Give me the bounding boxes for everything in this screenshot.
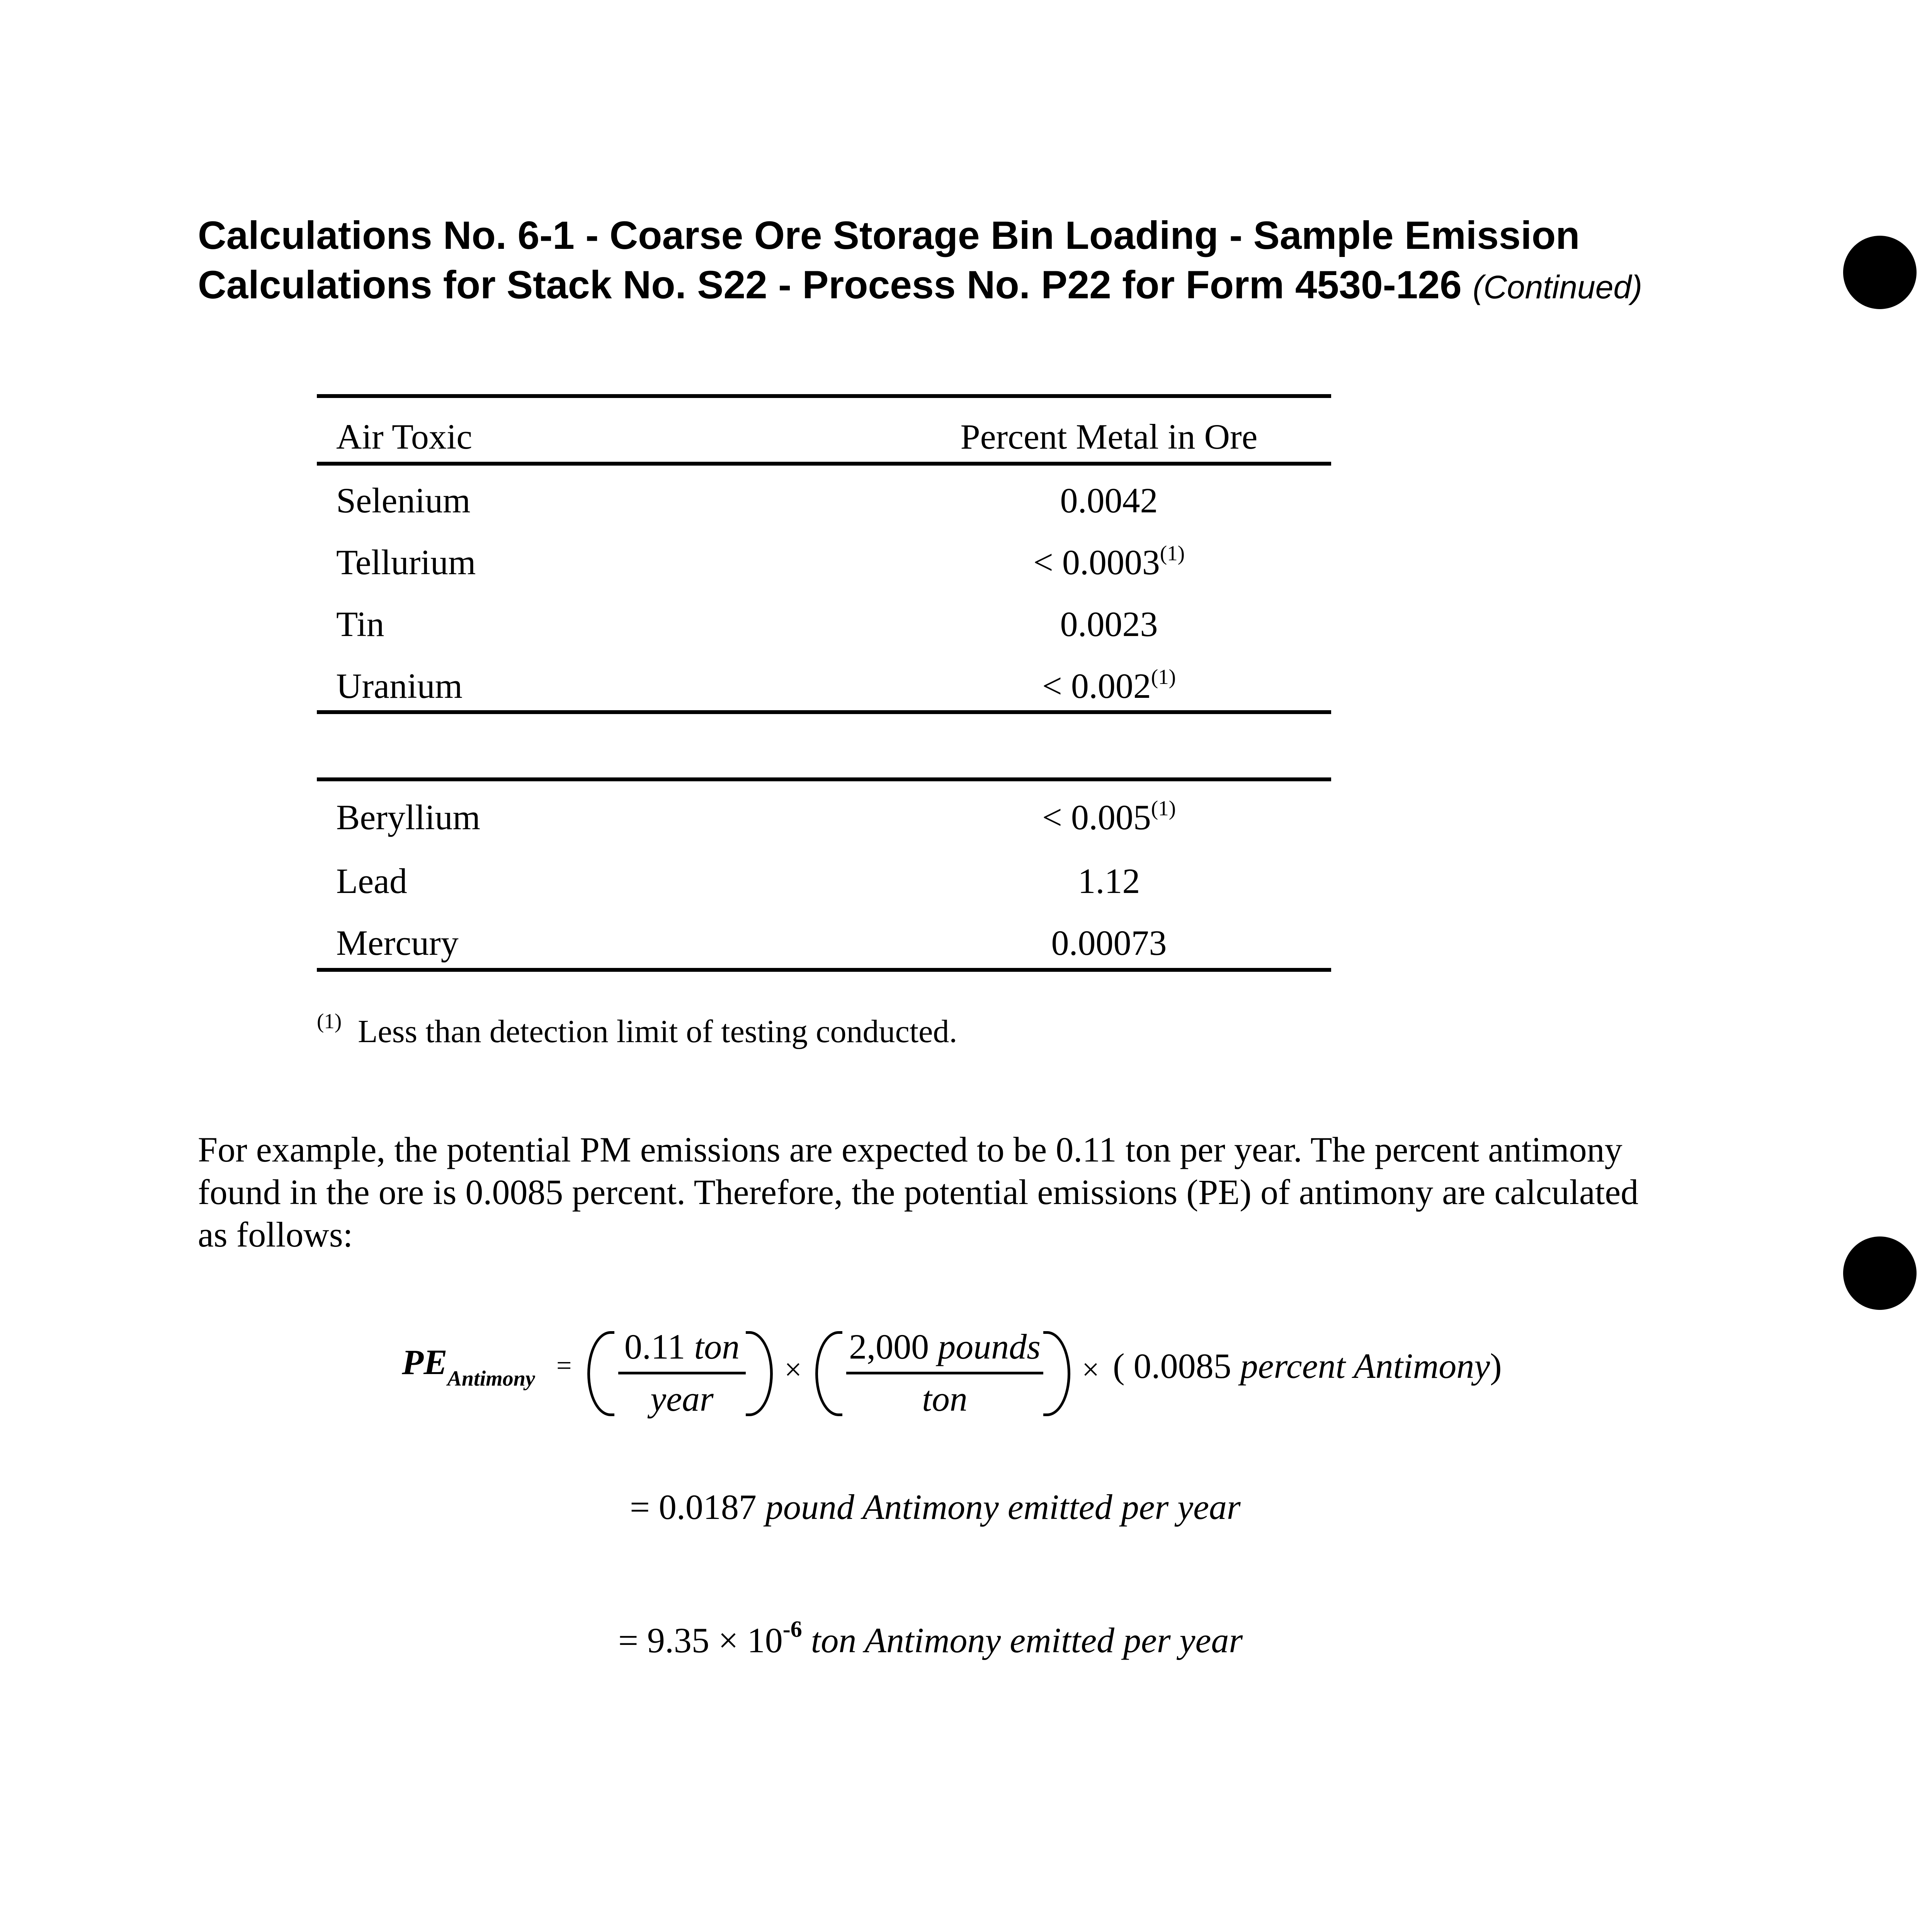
page-heading	[198, 211, 1642, 312]
table-row-value: 0.00073	[1051, 923, 1167, 963]
table-header-percent-metal: Percent Metal in Ore	[960, 417, 1258, 456]
table-bottom-rule	[317, 968, 1331, 972]
table-header-rule	[317, 462, 1331, 466]
equation-result-2: = $9.35 \times 10^{-6}$ ton Antimony emitted per year	[618, 1616, 1243, 1660]
times-sign-1: ×	[784, 1353, 802, 1387]
table-row-value: 0.0042	[1060, 481, 1158, 520]
equation-equals: =	[556, 1351, 572, 1381]
heading-line-1: Calculations No. 6-1 - Coarse Ore Storage Bin Loading - Sample Emission	[198, 213, 1580, 257]
fraction-2-denominator: ton	[922, 1379, 968, 1418]
fraction-2-bar	[846, 1372, 1043, 1374]
table-row-toxic: Selenium	[336, 481, 471, 520]
table-row-toxic: Beryllium	[336, 798, 481, 837]
footnote-mark: (1)	[317, 1009, 342, 1033]
equation-term-3: ( 0.0085 percent Antimony)	[1113, 1346, 1502, 1386]
left-paren-icon	[815, 1331, 842, 1416]
table-footnote	[317, 1010, 957, 1053]
fraction-2-numerator: 2,000 pounds	[849, 1327, 1041, 1366]
table-header-air-toxic: Air Toxic	[336, 417, 473, 456]
right-paren-icon	[1043, 1331, 1070, 1416]
right-paren-icon	[746, 1331, 773, 1416]
table-row-toxic: Mercury	[336, 923, 459, 963]
equation-result-1: = 0.0187 pound Antimony emitted per year	[630, 1487, 1241, 1527]
fraction-1-denominator: year	[650, 1379, 714, 1418]
equation-lhs-subscript: Antimony	[447, 1367, 535, 1391]
table-row-toxic: Lead	[336, 861, 407, 901]
table-row-value: 0.0023	[1060, 604, 1158, 644]
table-top-rule	[317, 394, 1331, 398]
equation-lhs: $PE_{Antimony}$	[402, 1342, 535, 1391]
body-paragraph: For example, the potential PM emissions are expected to be 0.11 ton per year. The percent antimony found in the ore is 0.0085 percent. Therefore, the potential emissions (PE) of antimony are calculated as follows:	[198, 1130, 1639, 1254]
table-row-toxic: Tellurium	[336, 543, 476, 582]
table-row-toxic: Uranium	[336, 666, 463, 706]
heading-line-2-text: Calculations for Stack No. S22 - Process No. P22 for Form 4530-126	[198, 263, 1462, 307]
table-row-value: < $0.0003^{(1)}$	[1033, 541, 1185, 582]
times-sign-2: ×	[1082, 1353, 1100, 1387]
table-row-value: 1.12	[1078, 861, 1140, 901]
footnote-text: Less than detection limit of testing conducted.	[358, 1014, 957, 1049]
punch-hole-icon	[1843, 236, 1917, 309]
fraction-1-numerator: 0.11 ton	[624, 1327, 740, 1366]
table-group1-bottom-rule	[317, 710, 1331, 714]
table-group2-top-rule	[317, 777, 1331, 781]
fraction-1-bar	[618, 1372, 746, 1374]
punch-hole-icon	[1843, 1236, 1917, 1310]
table-row-toxic: Tin	[336, 604, 384, 644]
table-row-value: < $0.002^{(1)}$	[1042, 665, 1176, 706]
table-row-value: < $0.005^{(1)}$	[1042, 796, 1176, 837]
heading-continued: (Continued)	[1473, 269, 1643, 305]
heading-line-2	[198, 260, 1642, 312]
left-paren-icon	[587, 1331, 614, 1416]
